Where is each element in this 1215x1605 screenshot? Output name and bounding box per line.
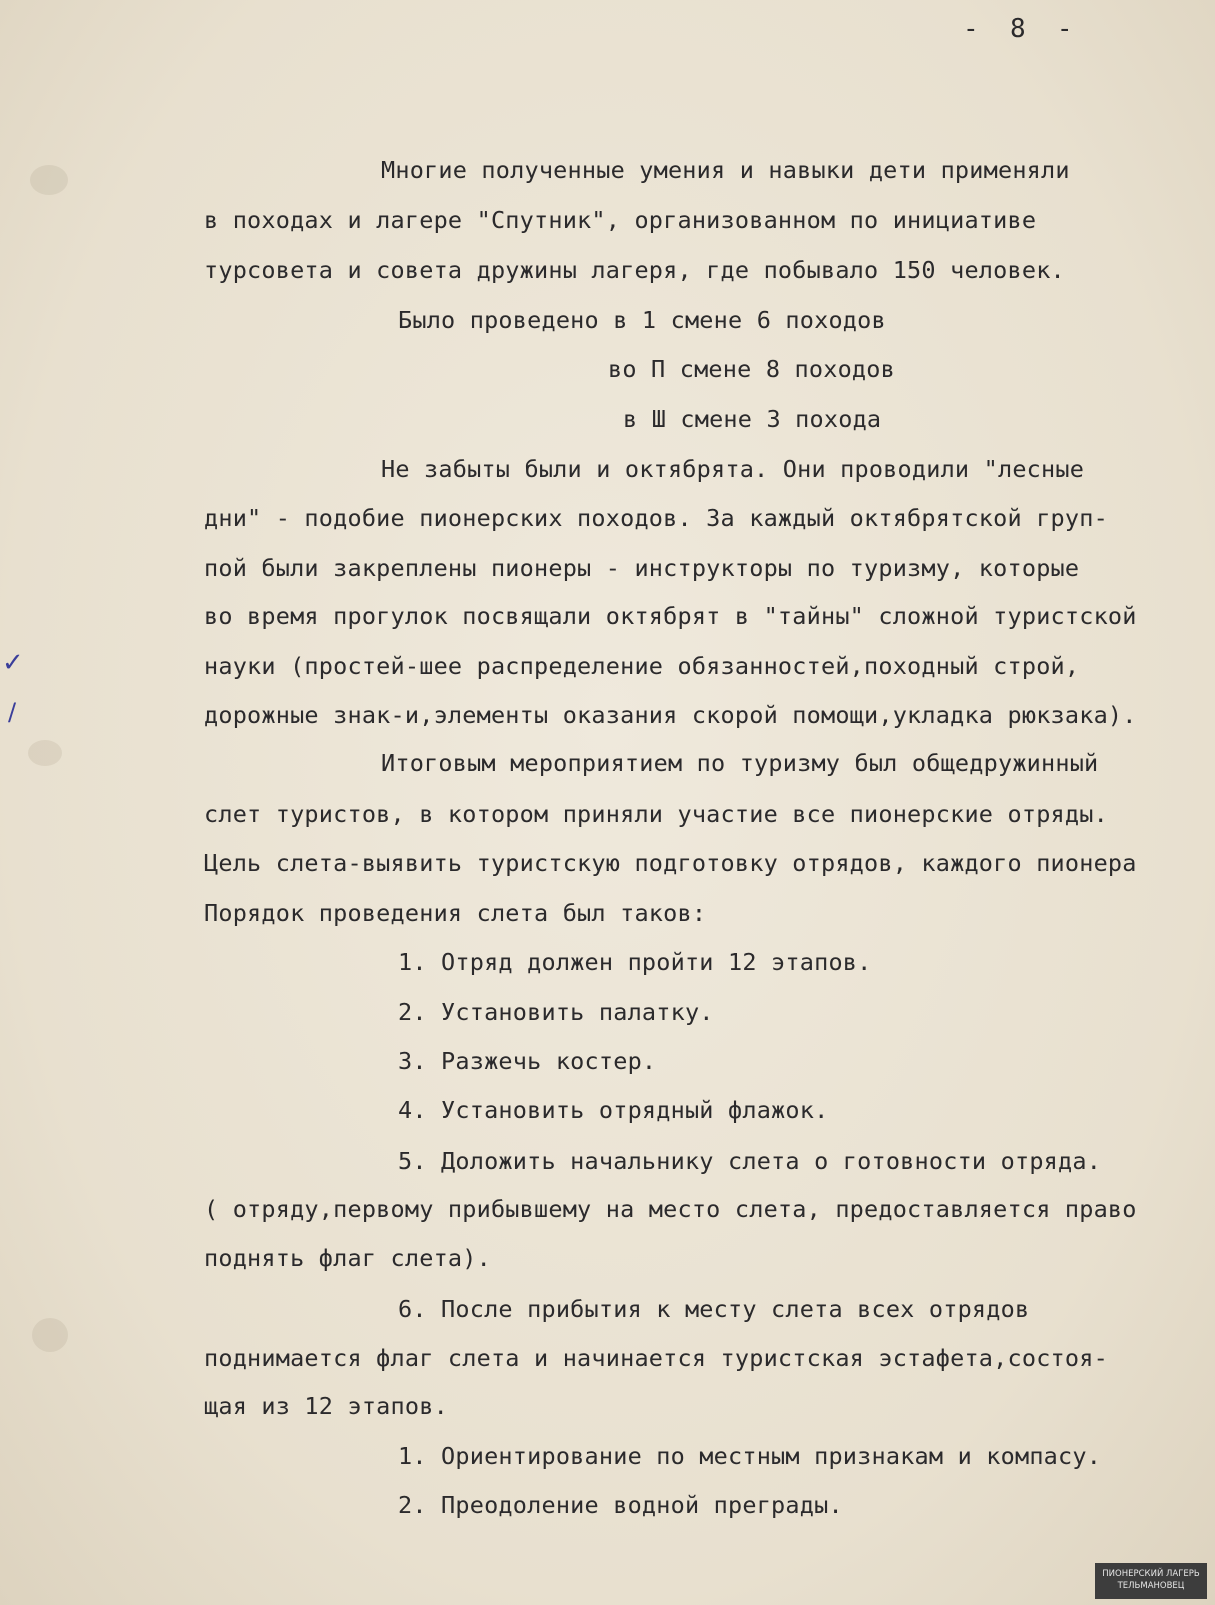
text-line: ( отряду,первому прибывшему на место слета, предоставляется право xyxy=(204,1195,1137,1223)
text-line: турсовета и совета дружины лагеря, где побывало 150 человек. xyxy=(204,256,1065,284)
list-item: 2. Установить палатку. xyxy=(398,998,714,1026)
text-line: Итоговым мероприятием по туризму был общедружинный xyxy=(381,749,1099,777)
list-item: 4. Установить отрядный флажок. xyxy=(398,1096,829,1124)
paper-stain xyxy=(28,740,62,766)
text-line: в походах и лагере "Спутник", организованном по инициативе xyxy=(204,206,1037,234)
text-line: в Ш смене 3 похода xyxy=(623,405,882,433)
text-line: дни" - подобие пионерских походов. За каждый октябрятской груп- xyxy=(204,504,1108,532)
text-line: поднять флаг слета). xyxy=(204,1244,491,1272)
text-line: поднимается флаг слета и начинается туристская эстафета,состоя- xyxy=(204,1344,1108,1372)
text-line: Было проведено в 1 смене 6 походов xyxy=(398,306,886,334)
text-line: щая из 12 этапов. xyxy=(204,1392,448,1420)
paper-stain xyxy=(30,165,68,195)
text-line: дорожные знак-и,элементы оказания скорой помощи,укладка рюкзака). xyxy=(204,701,1137,729)
text-line: Цель слета-выявить туристскую подготовку отрядов, каждого пионера xyxy=(204,849,1137,877)
page-number: - 8 - xyxy=(963,14,1073,44)
list-item: 1. Отряд должен пройти 12 этапов. xyxy=(398,948,872,976)
text-line: слет туристов, в котором приняли участие все пионерские отряды. xyxy=(204,800,1108,828)
text-line: Не забыты были и октябрята. Они проводили "лесные xyxy=(381,455,1085,483)
list-item: 1. Ориентирование по местным признакам и компасу. xyxy=(398,1442,1102,1470)
list-item: 2. Преодоление водной преграды. xyxy=(398,1491,843,1519)
list-item: 3. Разжечь костер. xyxy=(398,1047,657,1075)
text-line: науки (простей-шее распределение обязанностей,походный строй, xyxy=(204,652,1080,680)
list-item: 5. Доложить начальнику слета о готовности отряда. xyxy=(398,1147,1102,1175)
list-item: 6. После прибытия к месту слета всех отрядов xyxy=(398,1295,1030,1323)
paper-stain xyxy=(32,1318,68,1352)
watermark-line: ПИОНЕРСКИЙ ЛАГЕРЬ xyxy=(1102,1569,1200,1579)
text-line: Порядок проведения слета был таков: xyxy=(204,899,707,927)
watermark-line: ТЕЛЬМАНОВЕЦ xyxy=(1117,1581,1185,1591)
checkmark-icon: ✓ xyxy=(2,648,24,678)
slash-mark-icon: / xyxy=(8,698,17,726)
text-line: во П смене 8 походов xyxy=(608,355,895,383)
text-line: Многие полученные умения и навыки дети применяли xyxy=(381,156,1070,184)
text-line: во время прогулок посвящали октябрят в "тайны" сложной туристской xyxy=(204,602,1137,630)
text-line: пой были закреплены пионеры - инструкторы по туризму, которые xyxy=(204,554,1080,582)
archive-watermark xyxy=(1095,1563,1207,1599)
